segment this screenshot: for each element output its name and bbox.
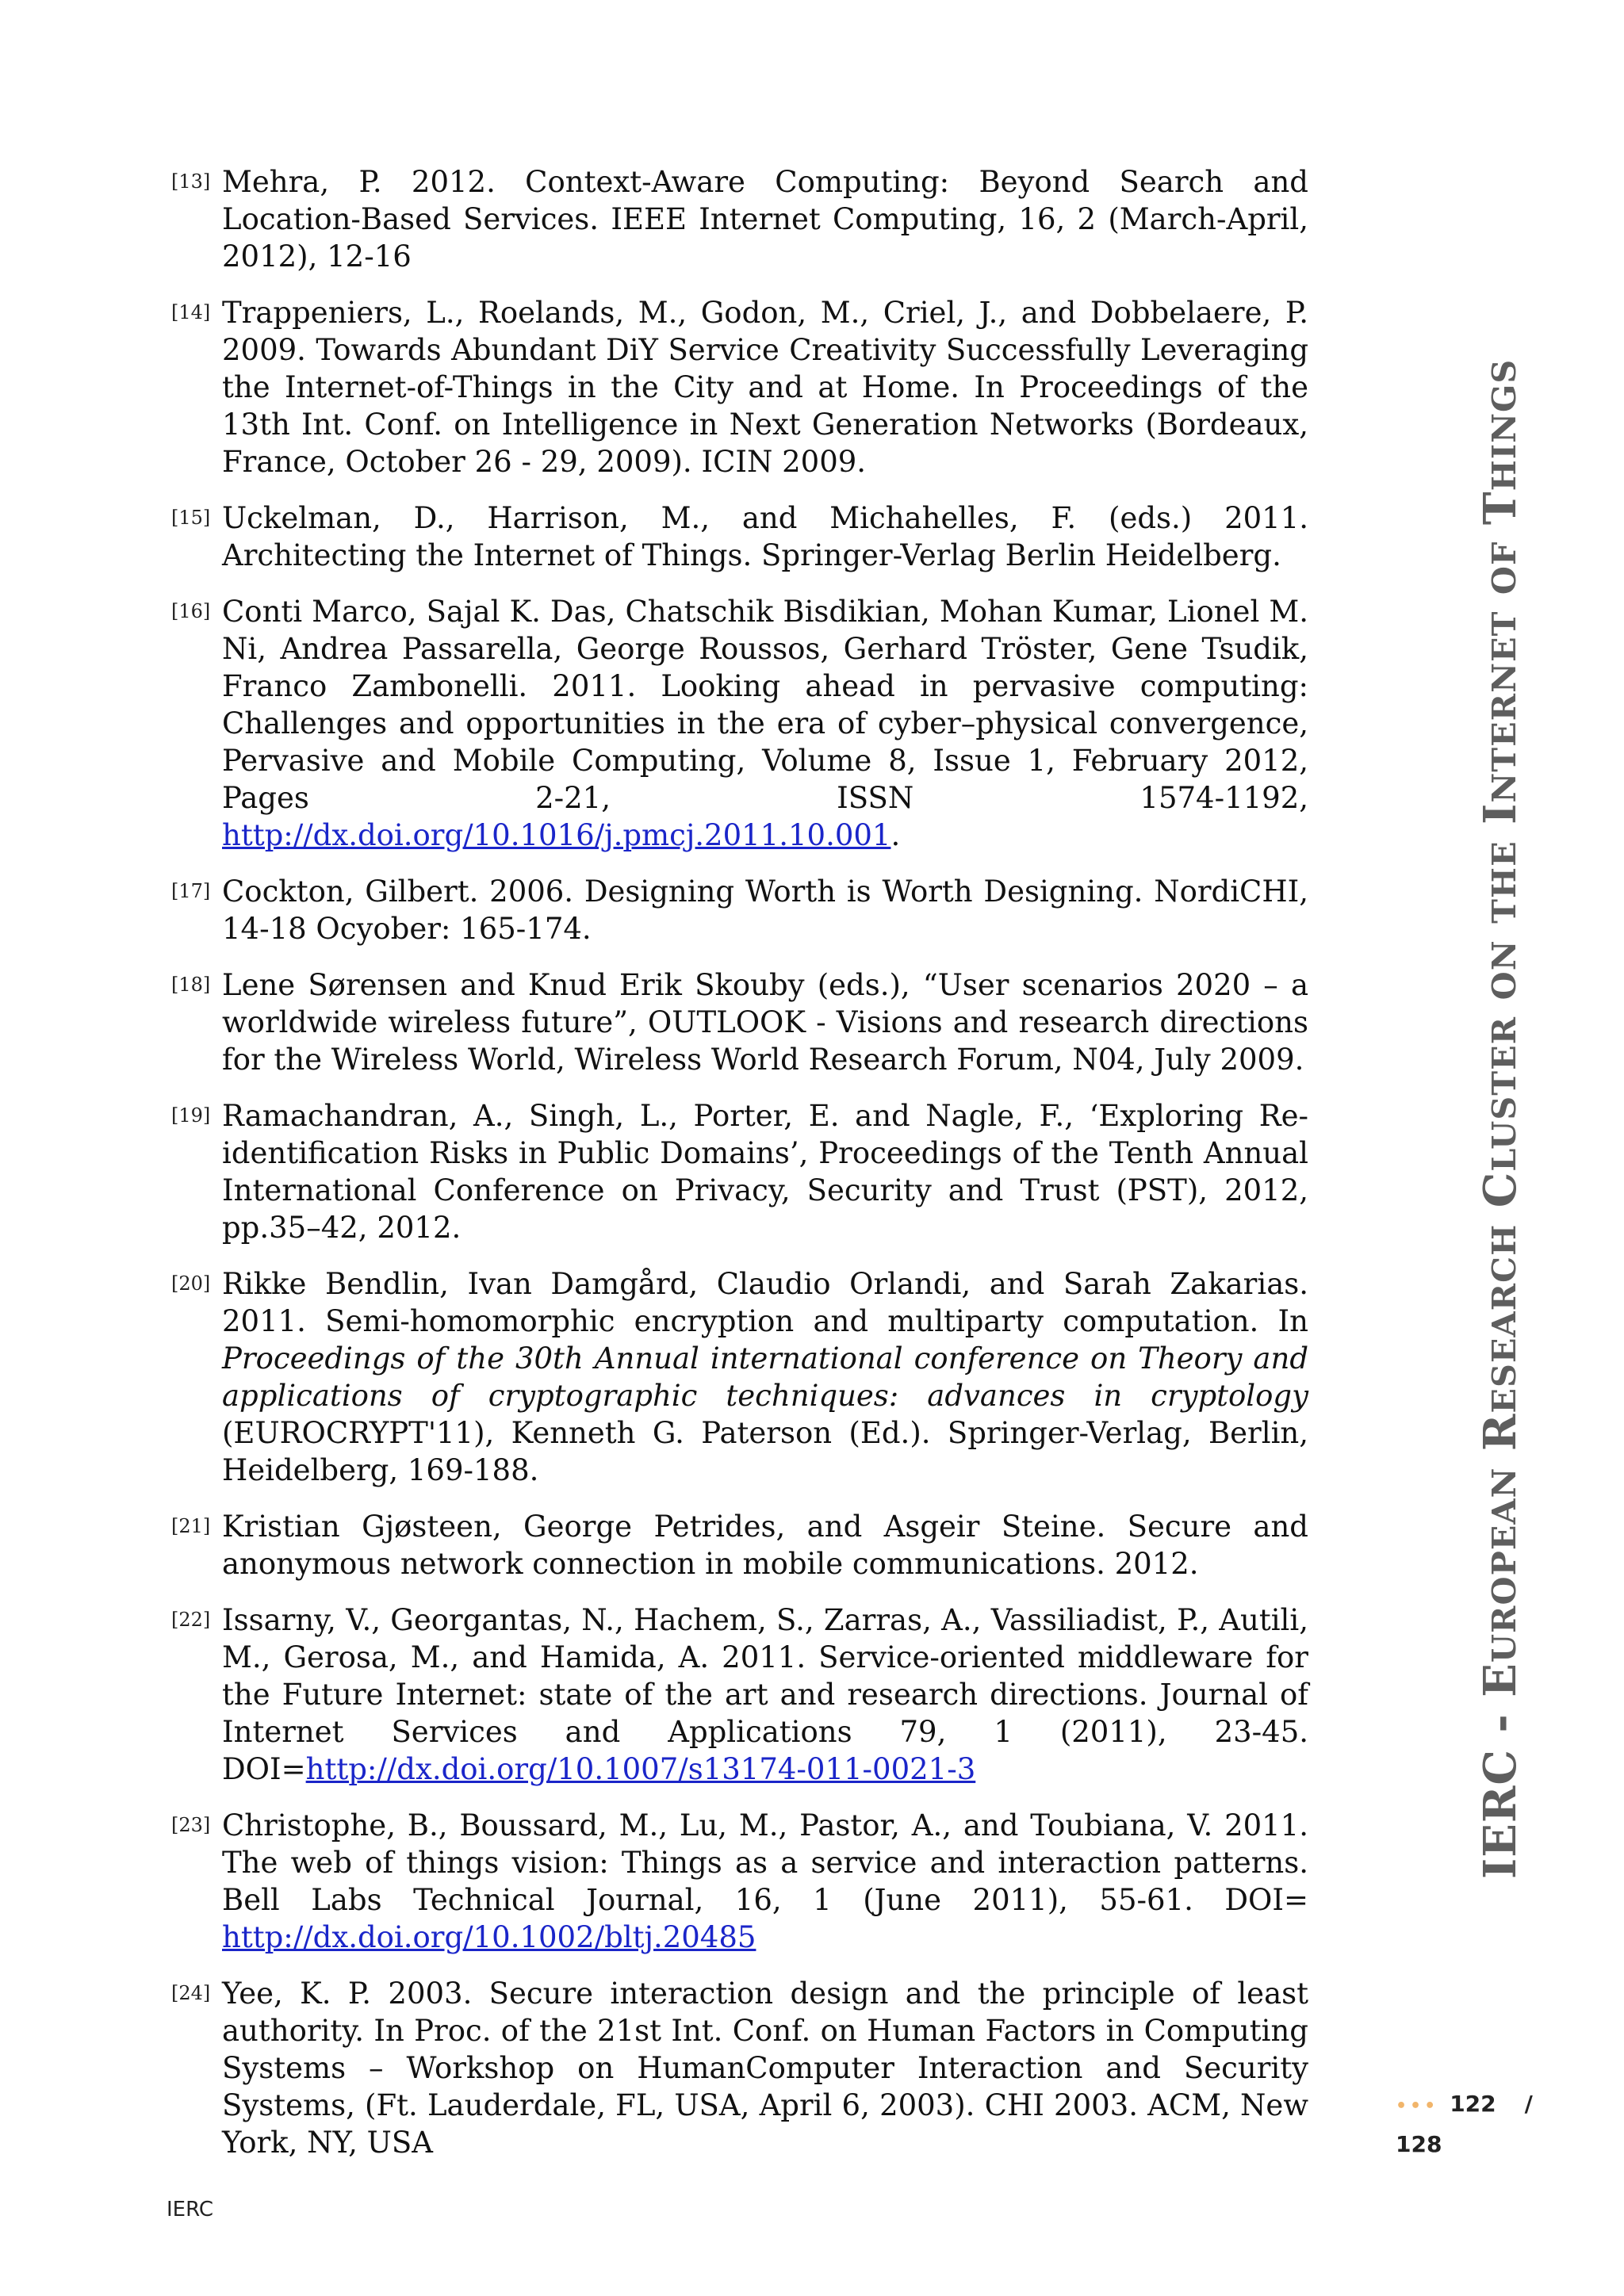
side-title-word: HINGS <box>1484 358 1523 492</box>
reference-body-text: Yee, K. P. 2003. Secure interaction design and the principle of least authority. In Proc. of the 21st Int. Conf. on Human Factors in Computing Systems – Workshop on HumanComputer Interaction and Security Systems, (Ft. Lauderdale, FL, USA, April 6, 2003). CHI 2003. ACM, New York, NY, USA <box>222 1976 1308 2160</box>
reference-number: [13] <box>171 170 211 193</box>
reference-body-text: Uckelman, D., Harrison, M., and Michahelles, F. (eds.) 2011. Architecting the Internet of Things. Springer-Verlag Berlin Heidelberg. <box>222 501 1308 572</box>
reference-text <box>222 966 1308 1078</box>
reference-text <box>222 1807 1308 1956</box>
reference-body-text: Mehra, P. 2012. Context-Aware Computing: Beyond Search and Location-Based Services. IEEE Internet Computing, 16, 2 (March-April, 2012), 12-16 <box>222 165 1308 274</box>
reference-item <box>171 966 1308 1078</box>
page-number <box>1396 2085 1562 2164</box>
reference-body-text: Issarny, V., Georgantas, N., Hachem, S., Zarras, A., Vassiliadist, P., Autili, M., Gerosa, M., and Hamida, A. 2011. Service-oriented middleware for the Future Internet: state of the art and research directions. Journal of Internet Services and Applications 79, 1 (2011), 23-45. DOI= <box>222 1603 1308 1786</box>
side-title-word: ON <box>1484 939 1523 1001</box>
footer-label: IERC <box>167 2198 214 2221</box>
reference-item <box>171 1265 1308 1489</box>
side-title-initial: T <box>1474 491 1526 526</box>
reference-item <box>171 1975 1308 2161</box>
side-title-word: LUSTER <box>1484 1016 1523 1172</box>
side-title-word: ESEARCH <box>1484 1223 1523 1414</box>
reference-item <box>171 1508 1308 1582</box>
reference-text <box>222 1097 1308 1246</box>
page-total: 128 <box>1396 2131 1442 2157</box>
reference-item <box>171 163 1308 275</box>
reference-text <box>222 294 1308 480</box>
reference-item <box>171 294 1308 480</box>
reference-number: [14] <box>171 301 211 323</box>
reference-number: [15] <box>171 507 211 529</box>
reference-body-text: Conti Marco, Sajal K. Das, Chatschik Bisdikian, Mohan Kumar, Lionel M. Ni, Andrea Passarella, George Roussos, Gerhard Tröster, Gene Tsudik, Franco Zambonelli. 2011. Looking ahead in pervasive computing: Challenges and opportunities in the era of cyber–physical convergence, Pervasive and Mobile Computing, Volume 8, Issue 1, February 2012, Pages 2-21, ISSN 1574-1192, <box>222 595 1308 815</box>
reference-text <box>222 1975 1308 2161</box>
reference-body-text: Ramachandran, A., Singh, L., Porter, E. and Nagle, F., ‘Exploring Re-identification Risks in Public Domains’, Proceedings of the Tenth Annual International Conference on Privacy, Security and Trust (PST), 2012, pp.35–42, 2012. <box>222 1099 1308 1245</box>
reference-number: [22] <box>171 1609 211 1631</box>
reference-number: [18] <box>171 974 211 996</box>
reference-body-text: Lene Sørensen and Knud Erik Skouby (eds.), “User scenarios 2020 – a worldwide wireless future”, OUTLOOK - Visions and research directions for the Wireless World, Wireless World Research Forum, N04, July 2009. <box>222 968 1308 1077</box>
reference-list <box>171 163 1308 2180</box>
reference-item <box>171 873 1308 947</box>
reference-number: [19] <box>171 1104 211 1127</box>
side-title-prefix: IERC - <box>1474 1697 1526 1879</box>
reference-text <box>222 593 1308 854</box>
reference-item <box>171 1097 1308 1246</box>
reference-text <box>222 873 1308 947</box>
side-title-word: THE <box>1484 840 1523 924</box>
side-title-word: NTERNET <box>1484 610 1523 803</box>
reference-body-text: Rikke Bendlin, Ivan Damgård, Claudio Orlandi, and Sarah Zakarias. 2011. Semi-homomorphic encryption and multiparty computation. In <box>222 1267 1308 1338</box>
reference-body-text: Kristian Gjøsteen, George Petrides, and Asgeir Steine. Secure and anonymous network connection in mobile communications. 2012. <box>222 1510 1308 1581</box>
reference-number: [20] <box>171 1272 211 1295</box>
side-title <box>1473 359 1532 1879</box>
reference-body-text: Trappeniers, L., Roelands, M., Godon, M., Criel, J., and Dobbelaere, P. 2009. Towards Abundant DiY Service Creativity Successfully Leveraging the Internet-of-Things in the City and at Home. In Proceedings of the 13th Int. Conf. on Intelligence in Next Generation Networks (Bordeaux, France, October 26 - 29, 2009). ICIN 2009. <box>222 296 1308 479</box>
reference-number: [16] <box>171 600 211 622</box>
side-title-words <box>1474 359 1526 1697</box>
reference-item <box>171 1807 1308 1956</box>
reference-doi-link[interactable]: http://dx.doi.org/10.1002/bltj.20485 <box>222 1920 756 1954</box>
reference-number: [21] <box>171 1515 211 1537</box>
reference-text <box>222 163 1308 275</box>
reference-body-text: Christophe, B., Boussard, M., Lu, M., Pastor, A., and Toubiana, V. 2011. The web of things vision: Things as a service and interaction patterns. Bell Labs Technical Journal, 16, 1 (June 2011), 55-61. DOI= <box>222 1808 1308 1917</box>
reference-suffix-text: (EUROCRYPT'11), Kenneth G. Paterson (Ed.). Springer-Verlag, Berlin, Heidelberg, 169-188. <box>222 1416 1308 1487</box>
page-separator: / <box>1524 2091 1533 2117</box>
reference-number: [17] <box>171 880 211 902</box>
reference-text <box>222 1508 1308 1582</box>
side-title-initial: R <box>1474 1413 1526 1452</box>
side-title-initial: E <box>1474 1663 1526 1697</box>
reference-text <box>222 499 1308 574</box>
reference-text <box>222 1265 1308 1489</box>
reference-doi-link[interactable]: http://dx.doi.org/10.1007/s13174-011-0021-3 <box>305 1752 976 1786</box>
page-current: 122 <box>1450 2091 1496 2117</box>
reference-item <box>171 499 1308 574</box>
side-title-initial: I <box>1474 802 1526 825</box>
side-title-word: OF <box>1484 541 1523 595</box>
reference-item <box>171 593 1308 854</box>
reference-number: [24] <box>171 1982 211 2004</box>
reference-doi-link[interactable]: http://dx.doi.org/10.1016/j.pmcj.2011.10.001 <box>222 818 891 852</box>
reference-number: [23] <box>171 1814 211 1836</box>
side-title-initial: C <box>1474 1171 1526 1208</box>
reference-text <box>222 1601 1308 1788</box>
reference-item <box>171 1601 1308 1788</box>
reference-suffix-text: . <box>891 818 901 852</box>
reference-italic-title: Proceedings of the 30th Annual international conference on Theory and applications of cryptographic techniques: advances in cryptology <box>222 1341 1308 1413</box>
side-title-word: UROPEAN <box>1484 1467 1523 1663</box>
page-dots-icon: ••• <box>1396 2096 1439 2116</box>
reference-body-text: Cockton, Gilbert. 2006. Designing Worth is Worth Designing. NordiCHI, 14-18 Ocyober: 165-174. <box>222 874 1308 946</box>
